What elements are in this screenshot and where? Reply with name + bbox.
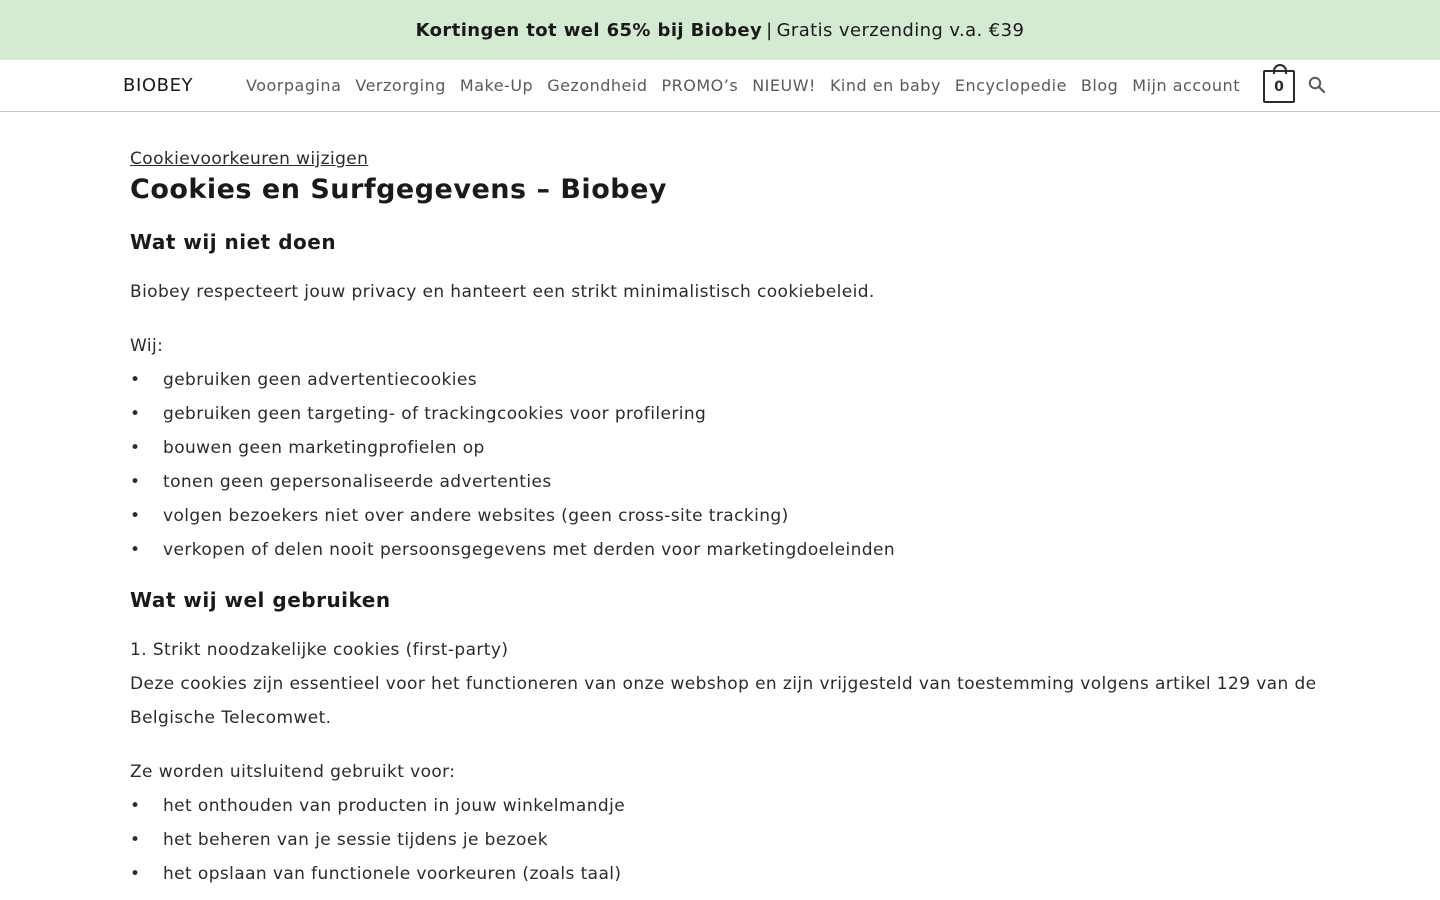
- nav-item-kind-en-baby[interactable]: Kind en baby: [829, 76, 941, 95]
- usage-list: [130, 789, 625, 891]
- promo-shipping-text: Gratis verzending v.a. €39: [776, 19, 1025, 41]
- nav-item-encyclopedie[interactable]: Encyclopedie: [954, 76, 1067, 95]
- cookie-preferences-link[interactable]: Cookievoorkeuren wijzigen: [130, 149, 369, 169]
- site-logo[interactable]: BIOBEY: [123, 75, 194, 96]
- nav-item-nieuw[interactable]: NIEUW!: [752, 76, 816, 95]
- search-icon[interactable]: [1308, 76, 1326, 94]
- list-item: • verkopen of delen nooit persoonsgegevens met derden voor marketingdoeleinden: [130, 533, 895, 567]
- list-item: • tonen geen gepersonaliseerde advertenties: [130, 465, 895, 499]
- nav-item-gezondheid[interactable]: Gezondheid: [547, 76, 648, 95]
- nav-item-voorpagina[interactable]: Voorpagina: [246, 76, 342, 95]
- list-item: • het opslaan van functionele voorkeuren (zoals taal): [130, 857, 625, 891]
- section-heading-not-do: Wat wij niet doen: [130, 230, 337, 254]
- list-item: • volgen bezoekers niet over andere websites (geen cross-site tracking): [130, 499, 895, 533]
- site-header: [0, 60, 1440, 112]
- section-heading-do-use: Wat wij wel gebruiken: [130, 588, 391, 612]
- nav-item-blog[interactable]: Blog: [1080, 76, 1119, 95]
- necessary-cookies-description: Deze cookies zijn essentieel voor het functioneren van onze webshop en zijn vrijgesteld van toestemming volgens artikel 129 van de Belgische Telecomwet.: [130, 674, 1317, 728]
- subheading-necessary-cookies: 1. Strikt noodzakelijke cookies (first-party): [130, 640, 509, 660]
- nav-item-verzorging[interactable]: Verzorging: [355, 76, 446, 95]
- main-nav: [239, 60, 1247, 111]
- list-item: • bouwen geen marketingprofielen op: [130, 431, 895, 465]
- list-item: • gebruiken geen targeting- of trackingcookies voor profilering: [130, 397, 895, 431]
- list-item: • het beheren van je sessie tijdens je bezoek: [130, 823, 625, 857]
- cart-count: 0: [1274, 78, 1284, 95]
- page-title: Cookies en Surfgegevens – Biobey: [130, 174, 667, 205]
- list-item: • gebruiken geen advertentiecookies: [130, 363, 895, 397]
- promo-discount-text: Kortingen tot wel 65% bij Biobey: [415, 19, 763, 41]
- intro-paragraph: Biobey respecteert jouw privacy en hanteert een strikt minimalistisch cookiebeleid.: [130, 282, 875, 302]
- promo-banner: [0, 0, 1440, 60]
- list-item: • het onthouden van producten in jouw winkelmandje: [130, 789, 625, 823]
- promo-separator: |: [766, 19, 773, 41]
- shopping-bag-icon[interactable]: [1263, 70, 1295, 103]
- list-lead-wij: Wij:: [130, 336, 164, 356]
- nav-item-make-up[interactable]: Make-Up: [459, 76, 534, 95]
- not-do-list: [130, 363, 895, 567]
- nav-item-promos[interactable]: PROMO’s: [661, 76, 739, 95]
- list-lead-usage: Ze worden uitsluitend gebruikt voor:: [130, 762, 456, 782]
- nav-item-mijn-account[interactable]: Mijn account: [1132, 76, 1240, 95]
